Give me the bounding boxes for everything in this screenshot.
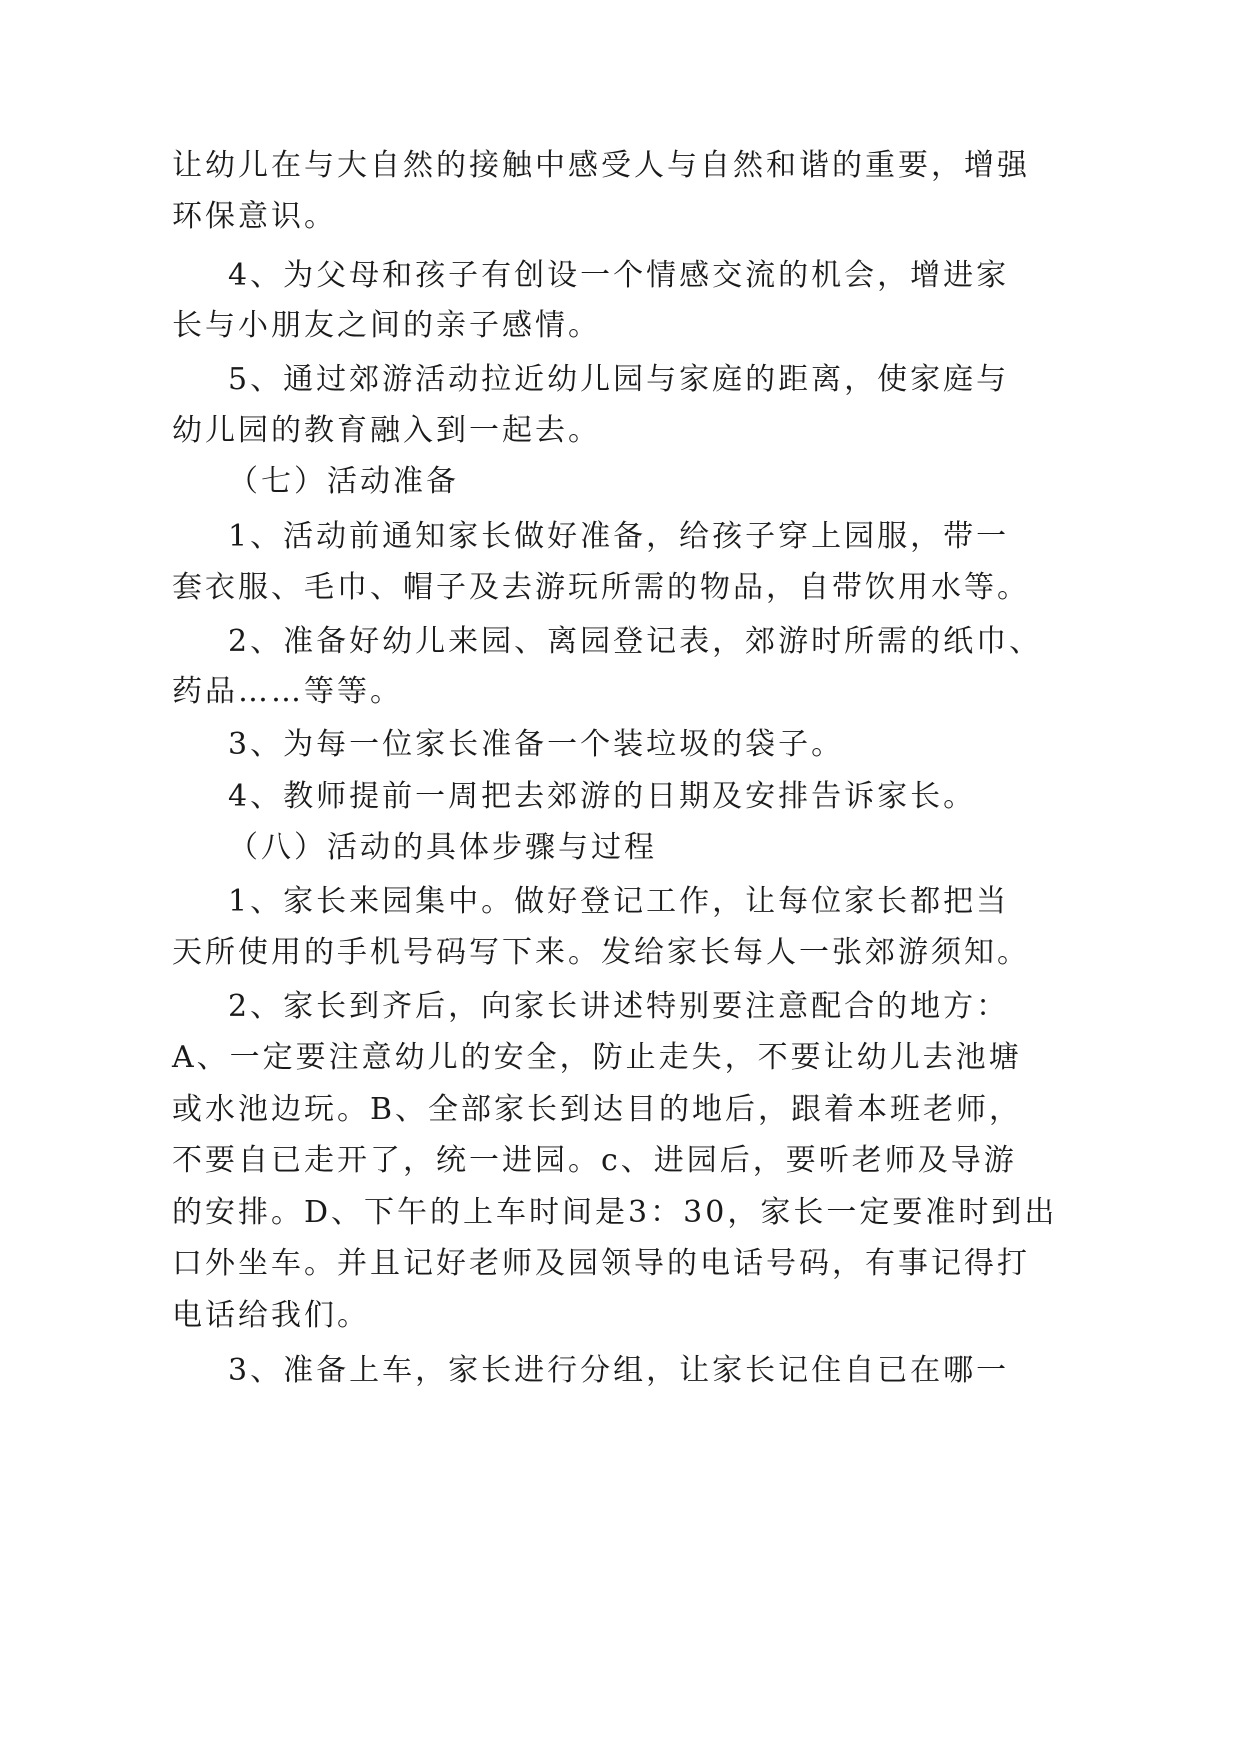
text-line: 3、准备上车，家长进行分组，让家长记住自已在哪一 — [228, 1353, 1010, 1388]
text-line: 的安排。D、下午的上车时间是3：30，家长一定要准时到出 — [172, 1195, 1058, 1230]
section-heading: （八）活动的具体步骤与过程 — [228, 830, 657, 865]
text-line: 药品……等等。 — [172, 674, 403, 709]
section-heading: （七）活动准备 — [228, 464, 459, 499]
text-line: 或水池边玩。B、全部家长到达目的地后，跟着本班老师， — [172, 1092, 1023, 1127]
text-line: 4、教师提前一周把去郊游的日期及安排告诉家长。 — [228, 779, 977, 814]
text-line: 让幼儿在与大自然的接触中感受人与自然和谐的重要，增强 — [172, 148, 1030, 183]
text-line: 长与小朋友之间的亲子感情。 — [172, 308, 601, 343]
text-line: 口外坐车。并且记好老师及园领导的电话号码，有事记得打 — [172, 1246, 1030, 1281]
text-line: 1、家长来园集中。做好登记工作，让每位家长都把当 — [228, 884, 1010, 919]
text-line: 不要自已走开了，统一进园。c、进园后，要听老师及导游 — [172, 1143, 1017, 1178]
text-line: 电话给我们。 — [172, 1298, 370, 1333]
text-line: 环保意识。 — [172, 199, 337, 234]
text-line: 幼儿园的教育融入到一起去。 — [172, 413, 601, 448]
text-line: 3、为每一位家长准备一个装垃圾的袋子。 — [228, 727, 845, 762]
text-line: 天所使用的手机号码写下来。发给家长每人一张郊游须知。 — [172, 935, 1030, 970]
text-line: 2、家长到齐后，向家长讲述特别要注意配合的地方： — [228, 989, 1010, 1024]
text-line: 5、通过郊游活动拉近幼儿园与家庭的距离，使家庭与 — [228, 362, 1010, 397]
text-line: 2、准备好幼儿来园、离园登记表，郊游时所需的纸巾、 — [228, 624, 1043, 659]
text-line: 4、为父母和孩子有创设一个情感交流的机会，增进家 — [228, 258, 1010, 293]
text-line: A、一定要注意幼儿的安全，防止走失，不要让幼儿去池塘 — [172, 1040, 1022, 1075]
text-line: 1、活动前通知家长做好准备，给孩子穿上园服，带一 — [228, 519, 1010, 554]
text-line: 套衣服、毛巾、帽子及去游玩所需的物品，自带饮用水等。 — [172, 570, 1030, 605]
